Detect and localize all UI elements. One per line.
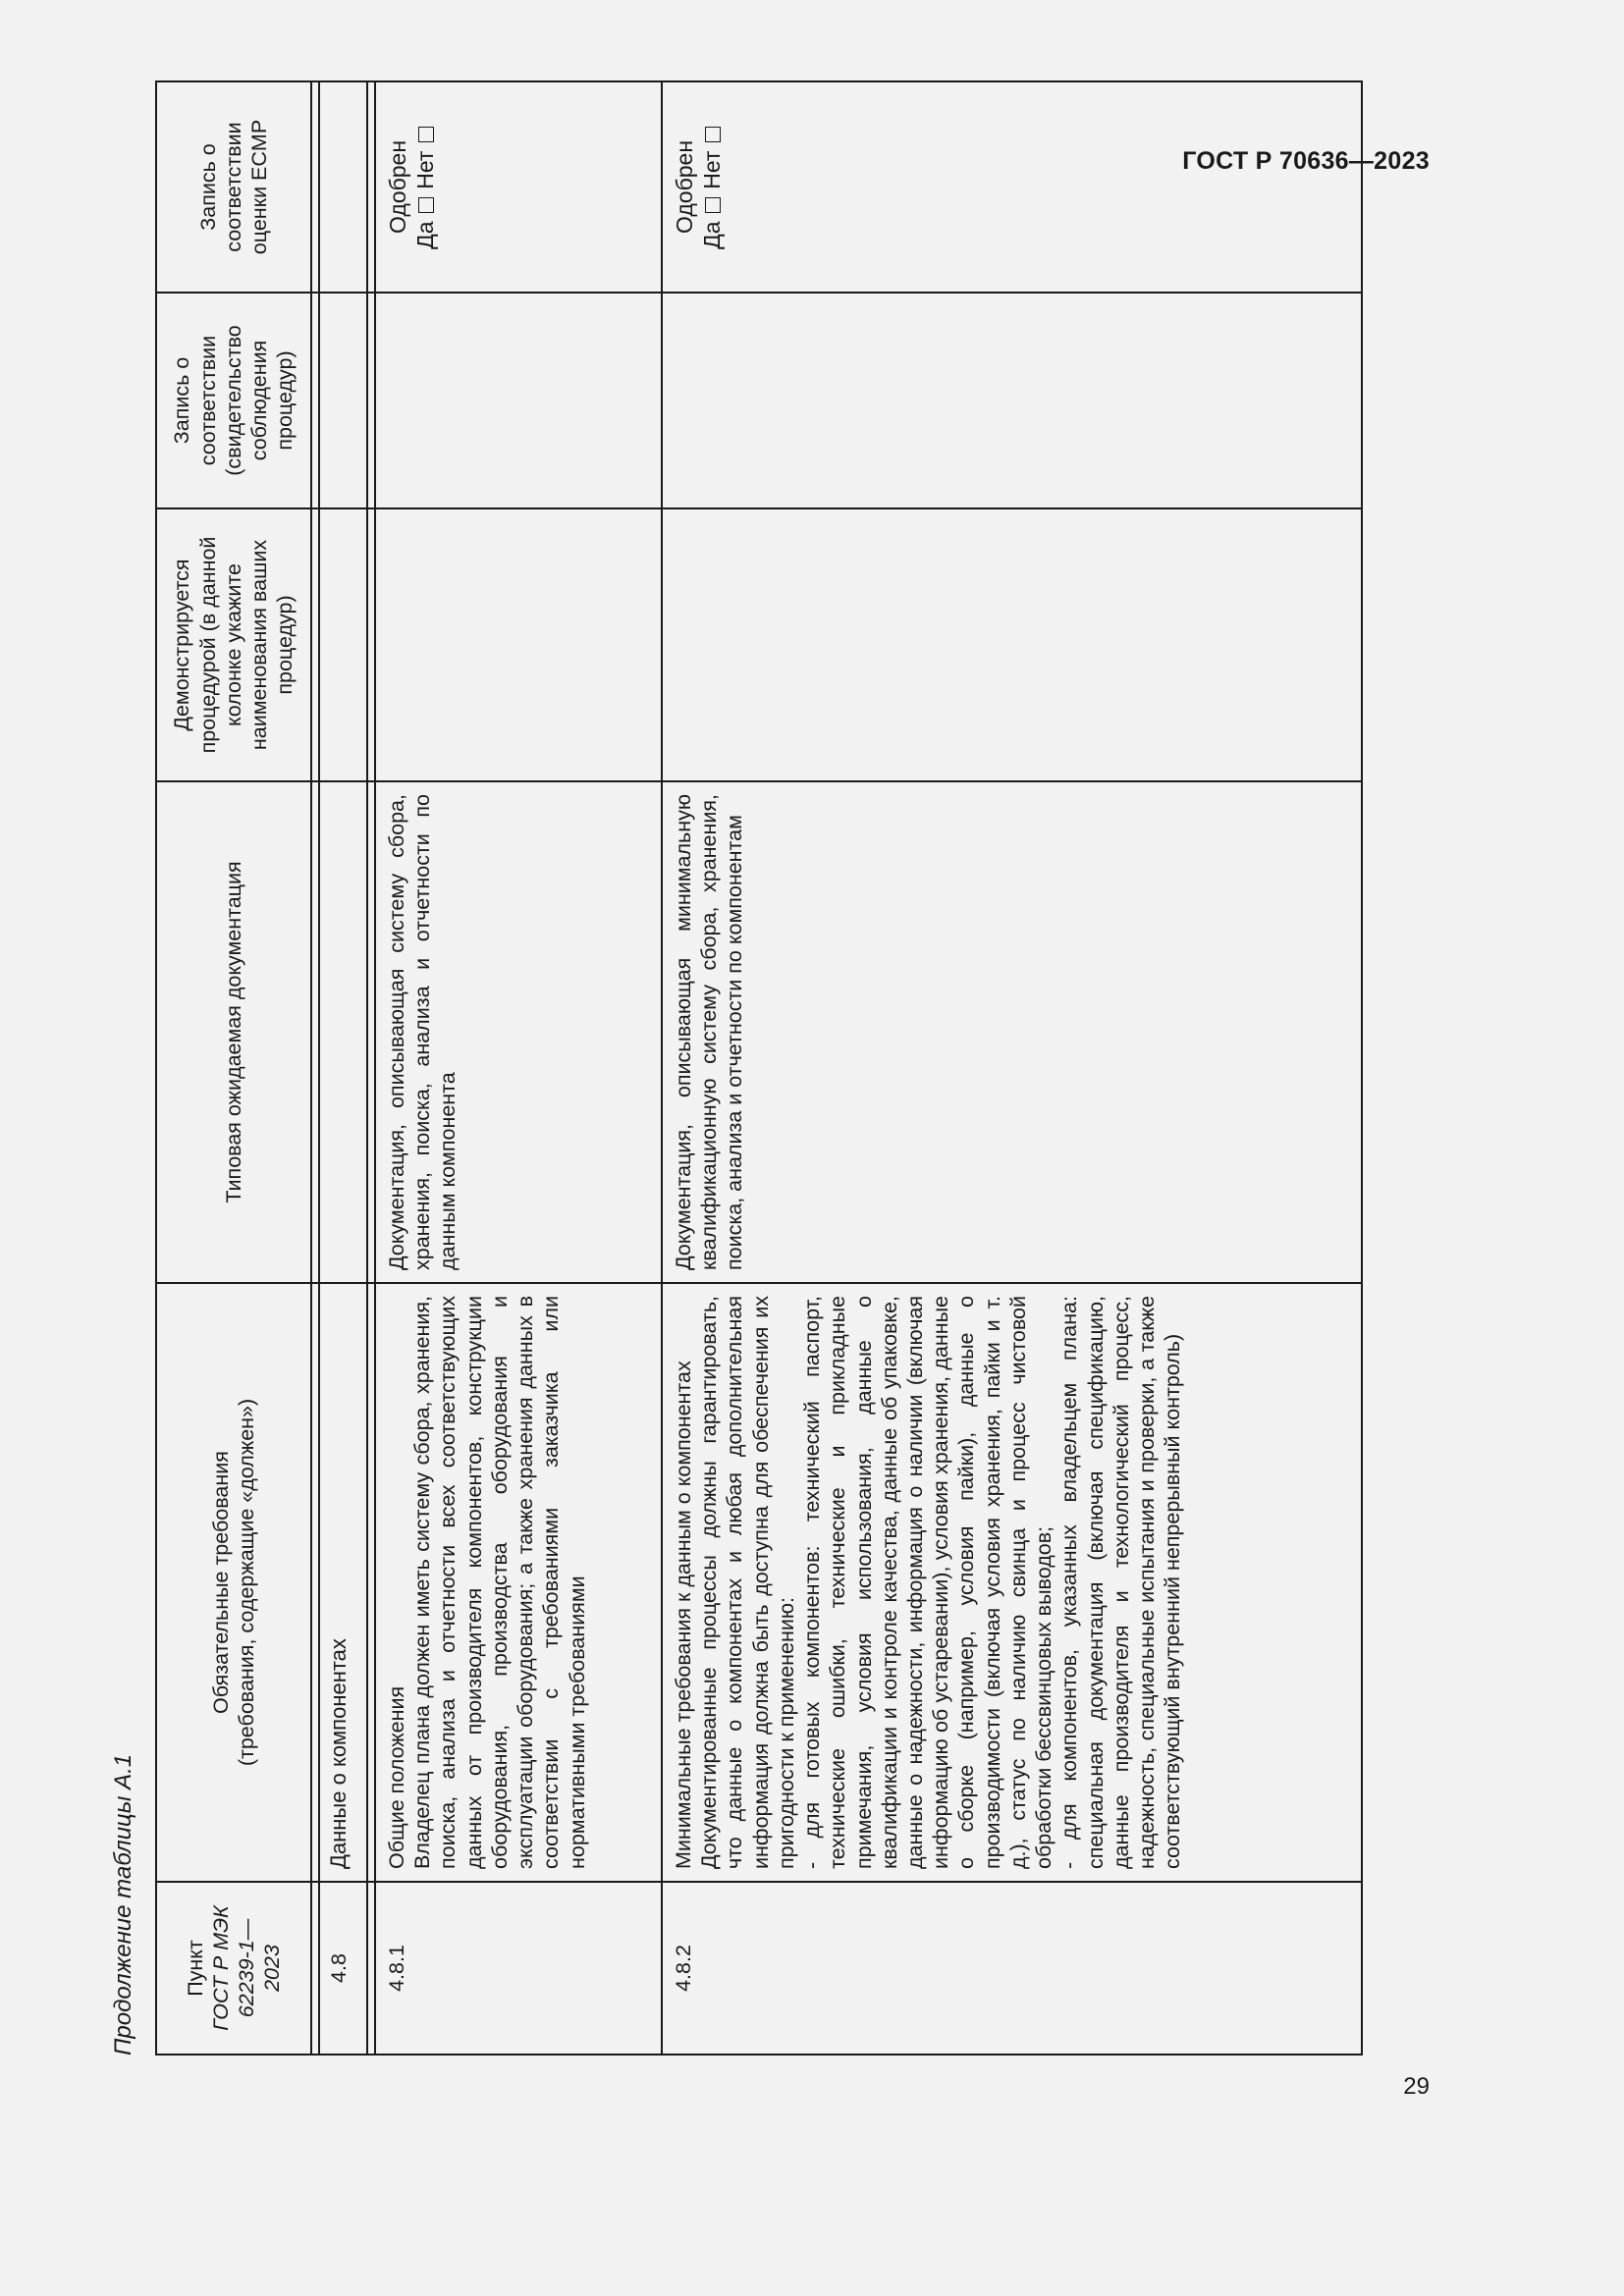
col-header-requirements: Обязательные требования (требования, содержащие «должен») [156,1283,311,1882]
section-title: Данные о компонентах [319,1283,367,1882]
row-record[interactable] [662,293,1362,508]
requirement-item: - для готовых компонентов: технический паспорт, технические ошибки, технические и прикладные примечания, условия использования, данные о квалификации и контроле качества, данные об упаковке, данные о надежности, информация о наличии (включая информацию об устаревании), условия хранения, данные о сборке (например, условия пайки), данные о производимости (включая условия хранения, пайки и т. д.), статус по наличию свинца и процесс чистовой обработки бессвинцовых выводов; [800,1296,1056,1869]
row-approval [662,81,1362,293]
col-header-record: Запись о соответствии (свидетельство соблюдения процедур) [156,293,311,508]
requirement-text: Владелец плана должен иметь систему сбора, хранения, поиска, анализа и отчетности всех соответствующих данных от производителя компонентов, конструкции оборудования, производства оборудования и эксплуатации оборудования; а также хранения данных в соответствии с требованиями заказчика или нормативными требованиями [410,1296,589,1869]
approval-options [412,125,438,249]
row-documentation: Документация, описывающая систему сбора, хранения, поиска, анализа и отчетности по данным компонента [375,781,662,1283]
col-header-procedure: Демонстрируется процедурой (в данной колонке укажите наименования ваших процедур) [156,508,311,781]
requirement-title: Общие положения [385,1685,408,1869]
table-header-row [156,81,311,2055]
section-row [319,81,367,2055]
approval-options [699,125,725,249]
row-requirement [375,1283,662,1882]
header-separator-row [311,81,319,2055]
standard-code: ГОСТ Р 70636—2023 [1182,147,1430,175]
row-record[interactable] [375,293,662,508]
row-procedure[interactable] [662,508,1362,781]
approval-label: Одобрен [385,139,410,235]
row-clause: 4.8.2 [662,1882,1362,2055]
approval-label: Одобрен [672,139,697,235]
table-caption: Продолжение таблицы А.1 [110,1753,136,2056]
requirement-item: - для компонентов, указанных владельцем плана: специальная документация (включая спецификацию, данные производителя и технологический процесс, надежность, специальные испытания и проверки, а также соответствующий внутренний непрерывный контроль) [1057,1296,1185,1869]
page-number: 29 [1403,2073,1430,2100]
row-documentation: Документация, описывающая минимальную квалификационную систему сбора, хранения, поиска, анализа и отчетности по компонентам [662,781,1362,1283]
row-clause: 4.8.1 [375,1882,662,2055]
no-checkbox-icon[interactable] [705,127,721,142]
table-row [375,81,662,2055]
requirement-title: Минимальные требования к данным о компонентах [672,1361,695,1869]
col-header-documentation: Типовая ожидаемая документация [156,781,311,1283]
approval-no-label: Нет [699,150,726,189]
requirement-text: Документированные процессы должны гарантировать, что данные о компонентах и любая дополнительная информация должна быть доступна для обеспечения их пригодности к применению: [697,1296,798,1869]
approval-yes-label: Да [412,221,439,249]
no-checkbox-icon[interactable] [418,127,434,142]
col-header-assessment: Запись о соответствии оценки ECMP [156,81,311,293]
section-separator-row [367,81,375,2055]
table-row [662,81,1362,2055]
yes-checkbox-icon[interactable] [418,197,434,213]
approval-yes-label: Да [699,221,726,249]
row-procedure[interactable] [375,508,662,781]
row-approval [375,81,662,293]
col-header-clause: Пункт ГОСТ Р МЭК 62239-1— 2023 [156,1882,311,2055]
requirements-table [155,80,1363,2056]
yes-checkbox-icon[interactable] [705,197,721,213]
approval-no-label: Нет [412,150,439,189]
section-clause: 4.8 [319,1882,367,2055]
row-requirement [662,1283,1362,1882]
